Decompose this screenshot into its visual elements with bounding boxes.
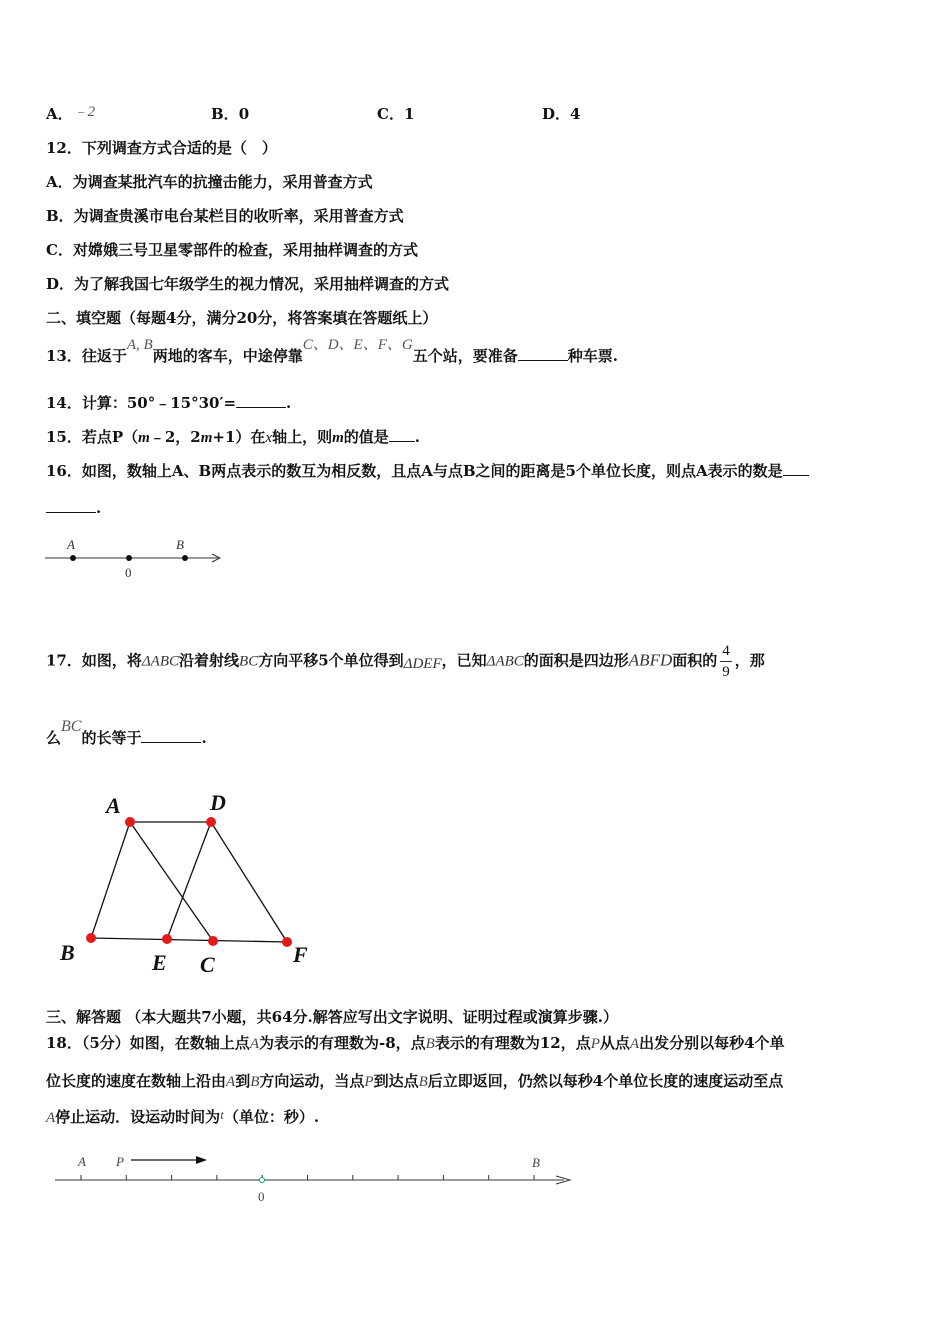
q16-end: . bbox=[96, 499, 102, 517]
q11-option-c-label: C． bbox=[377, 105, 404, 123]
q18-l3b: （单位：秒）. bbox=[223, 1108, 320, 1126]
q11-option-b bbox=[211, 103, 249, 124]
q17-quadrilateral: ABFD bbox=[628, 650, 673, 670]
q15 bbox=[46, 426, 420, 447]
q11-option-a-label: A． bbox=[46, 105, 73, 123]
q17-point-c bbox=[208, 936, 218, 946]
q16-line2 bbox=[46, 498, 101, 517]
q15-end: . bbox=[414, 428, 421, 446]
q18-label-p: P bbox=[116, 1154, 124, 1169]
q17-segment-df bbox=[211, 822, 287, 942]
q13 bbox=[46, 337, 618, 366]
q18-a2: A bbox=[629, 1036, 640, 1052]
q17-line1 bbox=[46, 641, 765, 682]
q15-m1: m bbox=[138, 430, 150, 446]
q17-point-a bbox=[125, 817, 135, 827]
q17-label-d: D bbox=[210, 790, 226, 815]
q18-l2a: 位长度的速度在数轴上沿由 bbox=[46, 1072, 227, 1090]
q17-point-e bbox=[162, 934, 172, 944]
q14-text: 14．计算：50°﹣15°30′= bbox=[46, 394, 237, 412]
q18-l2d: 到达点 bbox=[373, 1072, 419, 1090]
q17-point-b bbox=[86, 933, 96, 943]
q17-bc: BC bbox=[239, 653, 259, 670]
q16-text: 16．如图，数轴上A、B两点表示的数互为相反数，且点A与点B之间的距离是5个单位长度，则点A表示的数是 bbox=[46, 462, 783, 480]
q15-part5: 轴上，则 bbox=[272, 428, 333, 446]
q18-a3: A bbox=[226, 1074, 236, 1090]
q17-part1: 17．如图，将 bbox=[46, 651, 142, 670]
q17-fraction bbox=[720, 641, 732, 682]
q17-label-f: F bbox=[293, 942, 308, 967]
q13-sup1: A, B bbox=[126, 337, 153, 353]
q15-part1: 15．若点 bbox=[46, 428, 112, 446]
q11-option-b-value: 0 bbox=[238, 105, 250, 123]
q16-answer-blank-1[interactable] bbox=[783, 461, 809, 476]
q15-part3: ﹣2，2 bbox=[149, 428, 201, 446]
q17-fraction-denominator: 9 bbox=[722, 664, 730, 680]
q15-answer-blank[interactable] bbox=[389, 427, 415, 442]
q18-l3a: 停止运动．设运动时间为 bbox=[55, 1108, 221, 1126]
q14-answer-blank[interactable] bbox=[236, 393, 286, 408]
q16-number-line-figure bbox=[40, 532, 230, 582]
q17-segment-ab bbox=[91, 822, 130, 938]
q11-option-a bbox=[46, 103, 95, 124]
q18-l2b: 到 bbox=[235, 1072, 251, 1090]
q18-label-b: B bbox=[532, 1155, 540, 1170]
q16-point-a bbox=[70, 555, 76, 561]
q16 bbox=[46, 460, 809, 481]
q17-triangle-abc-2: ΔABC bbox=[486, 653, 524, 670]
q17-triangle-abc: ΔABC bbox=[141, 653, 180, 670]
q13-part1: 13．往返于 bbox=[46, 347, 127, 365]
q11-option-d-label: D． bbox=[542, 105, 571, 123]
q16-point-b bbox=[182, 555, 188, 561]
q17-answer-blank[interactable] bbox=[141, 728, 201, 743]
q14-end: . bbox=[286, 394, 292, 412]
q13-part3: 五个站，要准备 bbox=[412, 347, 518, 365]
q18-l2e: 后立即返回，仍然以每秒4个单位长度的速度运动至点 bbox=[427, 1072, 784, 1090]
q18-motion-arrow-head bbox=[196, 1156, 207, 1164]
q12-option-d: D．为了解我国七年级学生的视力情况，采用抽样调查的方式 bbox=[46, 275, 450, 293]
q18-line3 bbox=[46, 1106, 319, 1127]
q18-l2c: 方向运动，当点 bbox=[259, 1072, 365, 1090]
q15-m2: m bbox=[200, 430, 213, 446]
q16-label-a: A bbox=[67, 537, 75, 552]
q12-option-c: C．对嫦娥三号卫星零部件的检查，采用抽样调查的方式 bbox=[46, 241, 418, 259]
q16-point-zero bbox=[126, 555, 132, 561]
q13-part4: 种车票. bbox=[567, 347, 618, 365]
q13-part2: 两地的客车，中途停靠 bbox=[152, 347, 303, 365]
q15-part4: +1）在 bbox=[212, 428, 266, 446]
q17-part7: ，那 bbox=[734, 651, 765, 670]
q17-part2: 沿着射线 bbox=[179, 651, 240, 670]
q15-x: x bbox=[265, 430, 273, 446]
q17-segment-de bbox=[167, 822, 211, 939]
q13-answer-blank[interactable] bbox=[518, 346, 568, 361]
q17-label-e: E bbox=[152, 950, 167, 975]
q15-m3: m bbox=[332, 430, 344, 446]
q18-l1c: 表示的有理数为12，点 bbox=[434, 1034, 591, 1052]
q17-label-b: B bbox=[60, 940, 75, 965]
q17-line2 bbox=[46, 718, 207, 748]
q11-option-c-value: 1 bbox=[403, 105, 415, 123]
q17-label-a: A bbox=[106, 793, 121, 818]
q16-label-zero: 0 bbox=[125, 565, 132, 580]
q18-l1b: 为表示的有理数为-8，点 bbox=[258, 1034, 426, 1052]
q17-part6: 面积的 bbox=[672, 651, 718, 670]
q18-p1: P bbox=[590, 1036, 600, 1052]
q18-label-zero: 0 bbox=[258, 1189, 265, 1204]
q17-point-d bbox=[206, 817, 216, 827]
q12-option-b: B．为调查贵溪市电台某栏目的收听率，采用普查方式 bbox=[46, 207, 404, 225]
q17-part9: 的长等于 bbox=[81, 729, 142, 747]
q11-option-a-value: ﹣2 bbox=[72, 104, 96, 120]
q15-part2: （ bbox=[123, 428, 139, 446]
q16-answer-blank-2[interactable] bbox=[46, 498, 96, 513]
q17-triangle-def: ΔDEF bbox=[403, 655, 442, 672]
q18-b2: B bbox=[250, 1074, 260, 1090]
q17-part4: ，已知 bbox=[441, 651, 487, 670]
q18-b3: B bbox=[418, 1074, 428, 1090]
q18-l1e: 出发分别以每秒4个单 bbox=[639, 1034, 785, 1052]
q18-a1: A bbox=[249, 1036, 259, 1052]
q16-label-b: B bbox=[176, 537, 184, 552]
q18-t: t bbox=[220, 1107, 224, 1122]
q17-point-f bbox=[282, 937, 292, 947]
q18-p2: P bbox=[364, 1074, 374, 1090]
q18-number-line-figure bbox=[50, 1148, 580, 1208]
q18-l1a: 18．（5分）如图，在数轴上点 bbox=[46, 1034, 250, 1052]
q17-bc-2: BC bbox=[61, 718, 82, 735]
q15-part6: 的值是 bbox=[343, 428, 389, 446]
q18-line2 bbox=[46, 1070, 783, 1091]
q11-option-c bbox=[377, 103, 414, 124]
q12-stem: 12．下列调查方式合适的是（ ） bbox=[46, 139, 277, 157]
q18-b1: B bbox=[425, 1036, 435, 1052]
q17-segment-bf bbox=[91, 938, 287, 942]
q15-point-p: P bbox=[111, 428, 124, 446]
q17-fraction-numerator: 4 bbox=[720, 641, 732, 662]
q17-part8: 么 bbox=[46, 729, 62, 747]
q17-segment-ac bbox=[130, 822, 213, 941]
q17-part3: 方向平移5个单位得到 bbox=[258, 651, 404, 670]
q11-option-d-value: 4 bbox=[570, 105, 581, 123]
q18-label-a: A bbox=[78, 1154, 86, 1169]
q18-a4: A bbox=[46, 1110, 56, 1126]
q11-option-b-label: B． bbox=[211, 105, 239, 123]
q17-label-c: C bbox=[200, 952, 215, 977]
q18-line1 bbox=[46, 1032, 785, 1053]
section2-title: 二、填空题（每题4分，满分20分，将答案填在答题纸上） bbox=[46, 309, 438, 327]
q13-sup2: C、D、E、F、G bbox=[302, 337, 413, 353]
section3-title: 三、解答题 （本大题共7小题，共64分.解答应写出文字说明、证明过程或演算步骤.） bbox=[46, 1008, 618, 1026]
q18-l1d: 从点 bbox=[599, 1034, 630, 1052]
q12-option-a: A．为调查某批汽车的抗撞击能力，采用普查方式 bbox=[46, 173, 373, 191]
q17-translation-figure bbox=[50, 785, 330, 980]
q18-origin-dot bbox=[260, 1178, 265, 1183]
q18-ticks bbox=[81, 1175, 534, 1180]
q14 bbox=[46, 392, 291, 413]
q17-end: . bbox=[201, 729, 207, 747]
q11-option-d bbox=[542, 103, 580, 124]
q17-part5: 的面积是四边形 bbox=[523, 651, 629, 670]
